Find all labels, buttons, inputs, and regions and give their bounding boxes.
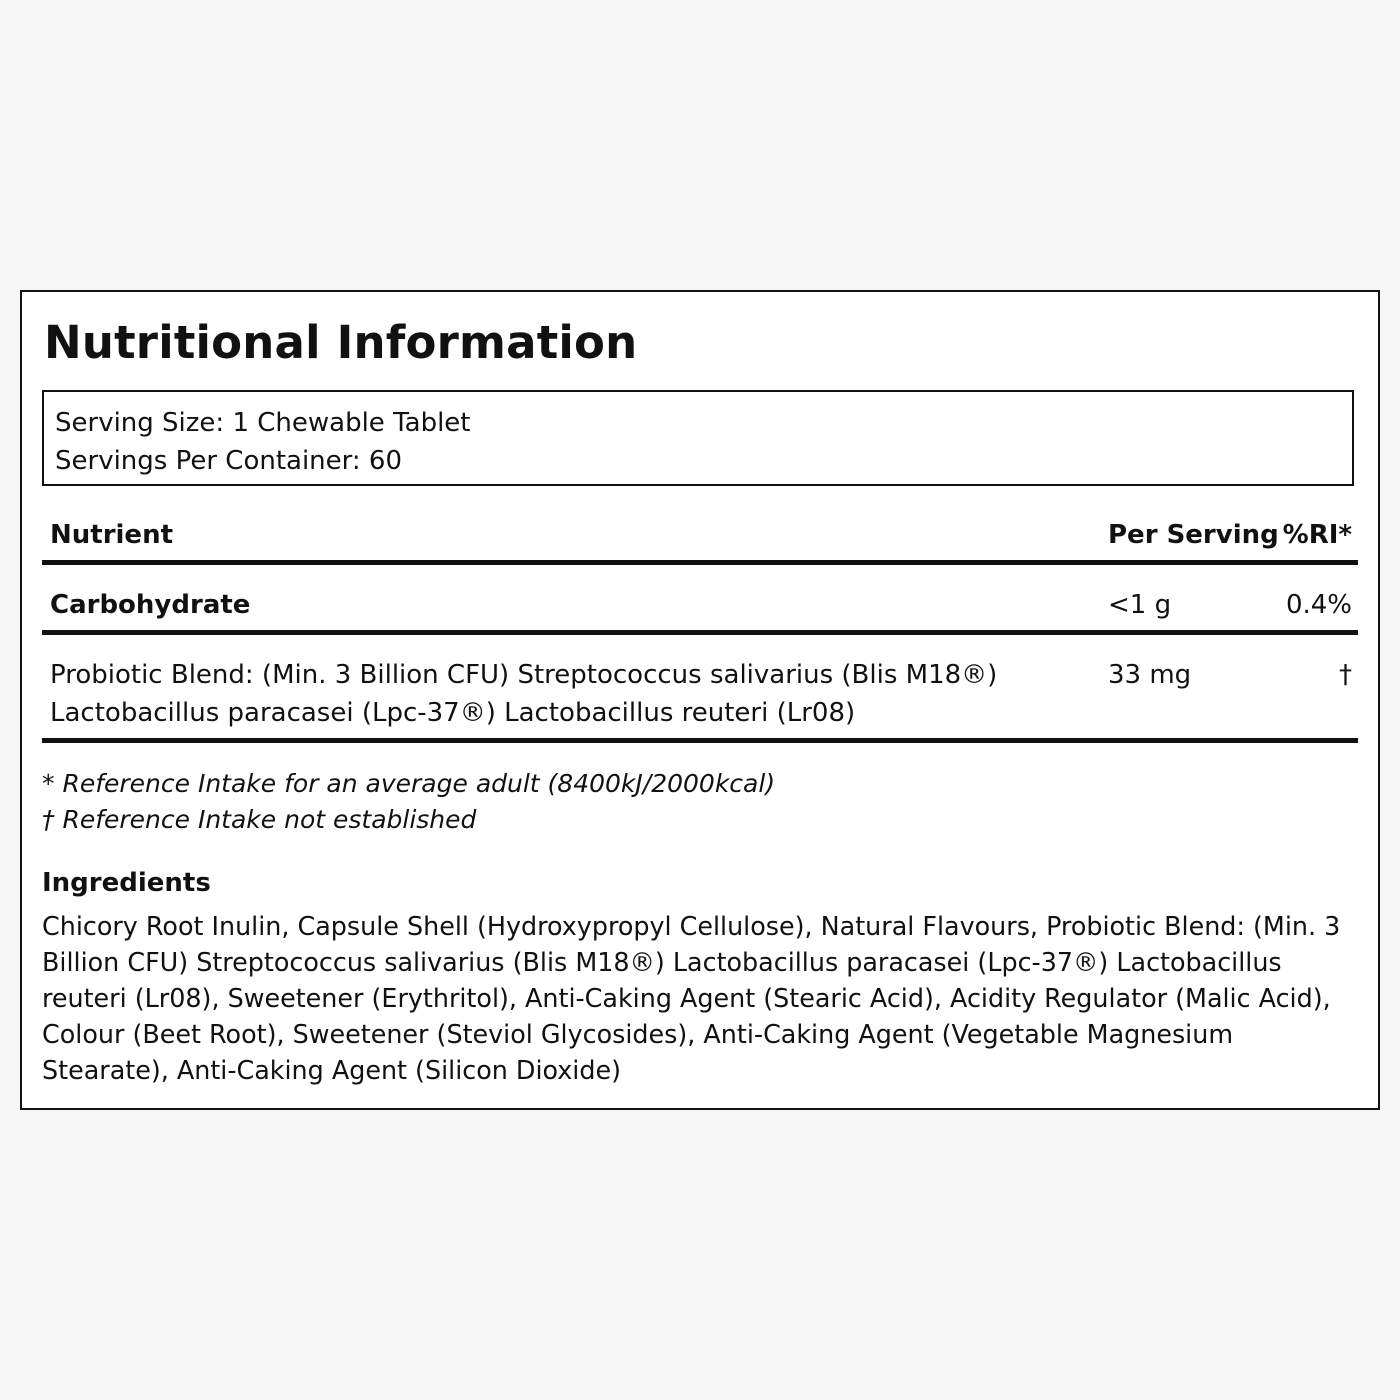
row-probiotic-name-line2: Lactobacillus paracasei (Lpc-37®) Lactobacillus reuteri (Lr08) xyxy=(50,698,856,728)
header-divider xyxy=(42,560,1358,565)
row-probiotic-per-serving: 33 mg xyxy=(1108,660,1192,690)
table-bottom-divider xyxy=(42,738,1358,743)
row-carbohydrate-name: Carbohydrate xyxy=(50,590,251,620)
row-probiotic-ri: † xyxy=(1339,660,1352,690)
footnote-not-established: † Reference Intake not established xyxy=(42,805,477,834)
nutrition-panel xyxy=(20,290,1380,1110)
footnote-reference-intake: * Reference Intake for an average adult (8400kJ/2000kcal) xyxy=(42,769,776,798)
page-title: Nutritional Information xyxy=(44,316,638,369)
ingredients-heading: Ingredients xyxy=(42,868,211,898)
row-probiotic-name-line1: Probiotic Blend: (Min. 3 Billion CFU) Streptococcus salivarius (Blis M18®) xyxy=(50,660,998,690)
header-nutrient: Nutrient xyxy=(50,520,174,550)
row-carbohydrate-ri: 0.4% xyxy=(1285,590,1352,620)
serving-info-box xyxy=(42,390,1354,486)
servings-per-container: Servings Per Container: 60 xyxy=(55,446,403,476)
header-ri: %RI* xyxy=(1282,520,1352,550)
row-divider xyxy=(42,630,1358,635)
ingredients-text: Chicory Root Inulin, Capsule Shell (Hydroxypropyl Cellulose), Natural Flavours, Probiotic Blend: (Min. 3 Billion CFU) Streptococcus salivarius (Blis M18®) Lactobacillus paracasei (Lpc-37®) Lactobacillus reuteri (Lr08), Sweetener (Erythritol), Anti-Caking Agent (Stearic Acid), Acidity Regulator (Malic Acid), Colour (Beet Root), Sweetener (Steviol Glycosides), Anti-Caking Agent (Vegetable Magnesium Stearate), Anti-Caking Agent (Silicon Dioxide) xyxy=(42,911,1341,1085)
footnotes xyxy=(42,766,775,838)
serving-size: Serving Size: 1 Chewable Tablet xyxy=(55,408,471,438)
row-carbohydrate-per-serving: <1 g xyxy=(1108,590,1172,620)
header-per-serving: Per Serving xyxy=(1108,520,1279,550)
